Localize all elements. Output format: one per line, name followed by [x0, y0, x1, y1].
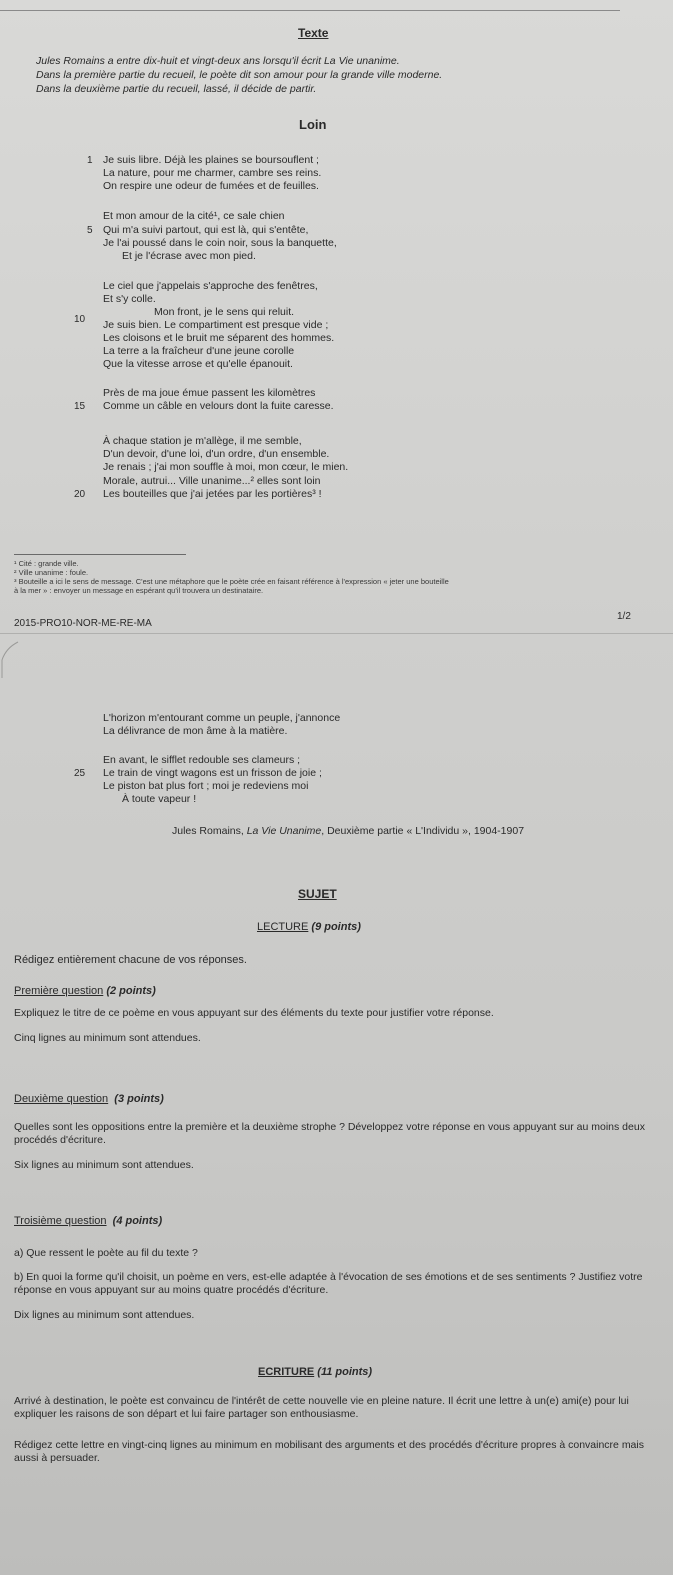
q1-text: Expliquez le titre de ce poème en vous appuyant sur des éléments du texte pour justifier votre réponse. [14, 1007, 494, 1019]
verse-line: Que la vitesse arrose et qu'elle épanouit. [103, 358, 293, 370]
exam-code: 2015-PRO10-NOR-ME-RE-MA [14, 618, 152, 629]
verse-line: Le ciel que j'appelais s'approche des fenêtres, [103, 280, 318, 292]
page-separator [0, 633, 673, 634]
verse-line: On respire une odeur de fumées et de feuilles. [103, 180, 319, 192]
verse-line: Je suis bien. Le compartiment est presque vide ; [103, 319, 329, 331]
footnote: ¹ Cité : grande ville. [14, 559, 79, 568]
ecriture-text-1: Arrivé à destination, le poète est convaincu de l'intérêt de cette nouvelle vie en pleine nature. Il écrit une lettre à un(e) ami(e) pour lui expliquer les raisons de son départ et lui faire partager son enthousiasme. [14, 1395, 629, 1420]
verse-line: Morale, autrui... Ville unanime...² elles sont loin [103, 475, 321, 487]
footnote: ² Ville unanime : foule. [14, 568, 89, 577]
footnote-rule [14, 554, 186, 555]
verse-line: Les cloisons et le bruit me séparent des hommes. [103, 332, 335, 344]
q3-heading [14, 1215, 162, 1227]
verse-line: D'un devoir, d'une loi, d'un ordre, d'un ensemble. [103, 448, 330, 460]
verse-line: Et mon amour de la cité¹, ce sale chien [103, 210, 285, 222]
page-number: 1/2 [617, 611, 631, 622]
q1-heading [14, 985, 156, 997]
line-number: 10 [74, 314, 86, 325]
footnote: à la mer » : envoyer un message en espérant qu'il trouvera un destinataire. [14, 586, 264, 595]
verse-line: À chaque station je m'allège, il me semble, [103, 435, 302, 447]
lecture-label: LECTURE [257, 921, 309, 933]
ecriture-label: ECRITURE [258, 1366, 315, 1378]
q3-note: Dix lignes au minimum sont attendues. [14, 1309, 195, 1321]
verse-line: Je l'ai poussé dans le coin noir, sous la banquette, [103, 237, 337, 249]
q3-a: a) Que ressent le poète au fil du texte ? [14, 1247, 198, 1259]
verse-line: Et s'y colle. [103, 293, 156, 305]
sujet-heading: SUJET [298, 887, 337, 901]
verse-line: La terre a la fraîcheur d'une jeune corolle [103, 345, 295, 357]
verse-line: Le train de vingt wagons est un frisson de joie ; [103, 767, 322, 779]
q1-title: Première question [14, 985, 104, 997]
intro-line-2: Dans la première partie du recueil, le poète dit son amour pour la grande ville moderne. [36, 69, 443, 81]
footnote: ³ Bouteille a ici le sens de message. C'est une métaphore que le poète crée en faisant référence à l'expression « jeter une bouteille [14, 577, 449, 586]
ecriture-text-2: Rédigez cette lettre en vingt-cinq lignes au minimum en mobilisant des arguments et des procédés d'écriture propres à convaincre mais aussi à persuader. [14, 1439, 644, 1464]
attribution-author: Jules Romains, [172, 825, 247, 837]
q3-b: b) En quoi la forme qu'il choisit, un poème en vers, est-elle adaptée à l'évocation de ses émotions et de ses sentiments ? Justifiez votre réponse en vous appuyant sur au moins quatre procédés d'écriture. [14, 1271, 643, 1296]
poem-title: Loin [299, 117, 327, 132]
lecture-heading [257, 921, 361, 933]
q2-text: Quelles sont les oppositions entre la première et la deuxième strophe ? Développez votre réponse en vous appuyant sur au moins deux procédés d'écriture. [14, 1121, 645, 1146]
lecture-points: (9 points) [311, 921, 361, 933]
attribution-work: La Vie Unanime [246, 825, 322, 837]
top-rule [0, 10, 620, 11]
verse-line: Le piston bat plus fort ; moi je redeviens moi [103, 780, 309, 792]
q2-heading [14, 1093, 164, 1105]
line-number: 15 [74, 401, 86, 412]
verse-line: En avant, le sifflet redouble ses clameurs ; [103, 754, 301, 766]
intro-line-3: Dans la deuxième partie du recueil, lassé, il décide de partir. [36, 83, 317, 95]
line-number: 20 [74, 489, 86, 500]
verse-line: Comme un câble en velours dont la fuite caresse. [103, 400, 334, 412]
q3-points: (4 points) [112, 1215, 163, 1227]
attribution-rest: , Deuxième partie « L'Individu », 1904-1907 [321, 825, 525, 837]
ecriture-heading [258, 1366, 372, 1378]
verse-line: La nature, pour me charmer, cambre ses reins. [103, 167, 322, 179]
verse-line: Je renais ; j'ai mon souffle à moi, mon cœur, le mien. [103, 461, 349, 473]
verse-line: Mon front, je le sens qui reluit. [154, 306, 295, 318]
q1-note: Cinq lignes au minimum sont attendues. [14, 1032, 201, 1044]
section-title-texte: Texte [298, 26, 329, 40]
instruction-text: Rédigez entièrement chacune de vos réponses. [14, 954, 247, 966]
line-number: 1 [87, 155, 93, 166]
ecriture-points: (11 points) [317, 1366, 373, 1378]
intro-line-1: Jules Romains a entre dix-huit et vingt-deux ans lorsqu'il écrit La Vie unanime. [36, 55, 400, 67]
q2-note: Six lignes au minimum sont attendues. [14, 1159, 194, 1171]
page-corner-mark [0, 640, 40, 680]
line-number: 25 [74, 768, 86, 779]
q2-title: Deuxième question [14, 1093, 109, 1105]
q3-title: Troisième question [14, 1215, 107, 1227]
verse-line: Les bouteilles que j'ai jetées par les portières³ ! [103, 488, 322, 500]
q2-points: (3 points) [114, 1093, 164, 1105]
verse-line: Je suis libre. Déjà les plaines se boursouflent ; [103, 154, 319, 166]
verse-line: Qui m'a suivi partout, qui est là, qui s'entête, [103, 224, 309, 236]
verse-line: L'horizon m'entourant comme un peuple, j'annonce [103, 712, 341, 724]
verse-line: Près de ma joue émue passent les kilomètres [103, 387, 316, 399]
line-number: 5 [87, 225, 93, 236]
instruction [14, 954, 247, 966]
verse-line: La délivrance de mon âme à la matière. [103, 725, 288, 737]
q1-points: (2 points) [106, 985, 156, 997]
verse-line: Et je l'écrase avec mon pied. [122, 250, 256, 262]
verse-line: À toute vapeur ! [122, 793, 197, 805]
attribution [172, 826, 524, 837]
